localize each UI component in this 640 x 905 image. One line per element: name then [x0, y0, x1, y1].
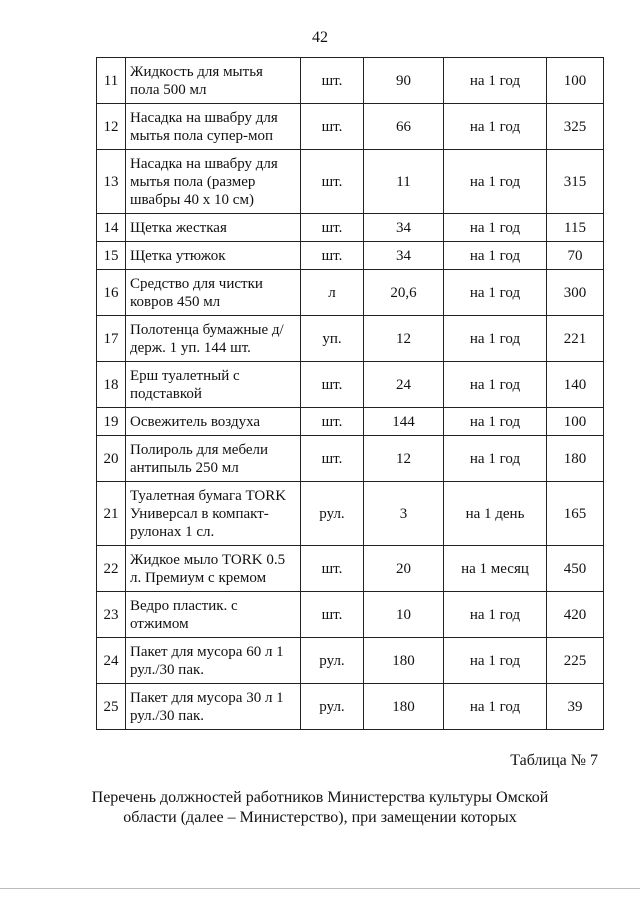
item-price: 221: [547, 316, 604, 362]
item-unit: уп.: [301, 316, 364, 362]
table-row: [97, 150, 604, 214]
row-number: 17: [97, 316, 126, 362]
table-row: [97, 270, 604, 316]
row-number: 18: [97, 362, 126, 408]
section-heading: [0, 788, 640, 828]
item-quantity: 66: [364, 104, 444, 150]
item-unit: рул.: [301, 482, 364, 546]
table-row: [97, 104, 604, 150]
page-number: 42: [312, 29, 328, 46]
item-price: 315: [547, 150, 604, 214]
item-period: на 1 год: [444, 242, 547, 270]
table-row: [97, 214, 604, 242]
row-number: 14: [97, 214, 126, 242]
item-name: Насадка на швабру для мытья пола супер-моп: [126, 104, 301, 150]
item-quantity: 11: [364, 150, 444, 214]
item-quantity: 144: [364, 408, 444, 436]
item-quantity: 12: [364, 436, 444, 482]
item-quantity: 34: [364, 242, 444, 270]
item-name: Полироль для мебели антипыль 250 мл: [126, 436, 301, 482]
item-price: 300: [547, 270, 604, 316]
item-quantity: 24: [364, 362, 444, 408]
item-unit: рул.: [301, 638, 364, 684]
row-number: 11: [97, 58, 126, 104]
table-row: [97, 362, 604, 408]
row-number: 25: [97, 684, 126, 730]
item-quantity: 20,6: [364, 270, 444, 316]
row-number: 20: [97, 436, 126, 482]
item-period: на 1 день: [444, 482, 547, 546]
item-period: на 1 год: [444, 592, 547, 638]
item-price: 325: [547, 104, 604, 150]
item-name: Пакет для мусора 30 л 1 рул./30 пак.: [126, 684, 301, 730]
item-unit: рул.: [301, 684, 364, 730]
item-price: 420: [547, 592, 604, 638]
item-name: Щетка жесткая: [126, 214, 301, 242]
item-period: на 1 год: [444, 58, 547, 104]
item-price: 180: [547, 436, 604, 482]
item-price: 100: [547, 58, 604, 104]
table-row: [97, 316, 604, 362]
item-period: на 1 год: [444, 362, 547, 408]
item-name: Жидкое мыло TORK 0.5 л. Премиум с кремом: [126, 546, 301, 592]
item-price: 100: [547, 408, 604, 436]
item-quantity: 20: [364, 546, 444, 592]
row-number: 19: [97, 408, 126, 436]
table-row: [97, 408, 604, 436]
item-quantity: 12: [364, 316, 444, 362]
item-period: на 1 год: [444, 436, 547, 482]
item-name: Ведро пластик. с отжимом: [126, 592, 301, 638]
item-period: на 1 год: [444, 316, 547, 362]
table-row: [97, 546, 604, 592]
table-row: [97, 242, 604, 270]
table-row: [97, 638, 604, 684]
item-name: Полотенца бумажные д/держ. 1 уп. 144 шт.: [126, 316, 301, 362]
row-number: 15: [97, 242, 126, 270]
table-caption: Таблица № 7: [510, 752, 598, 769]
item-name: Насадка на швабру для мытья пола (размер швабры 40 х 10 см): [126, 150, 301, 214]
item-name: Средство для чистки ковров 450 мл: [126, 270, 301, 316]
supplies-table: [96, 57, 604, 730]
item-quantity: 180: [364, 684, 444, 730]
row-number: 12: [97, 104, 126, 150]
heading-line-1: Перечень должностей работников Министерства культуры Омской: [91, 789, 549, 806]
item-period: на 1 год: [444, 638, 547, 684]
item-unit: шт.: [301, 546, 364, 592]
item-price: 165: [547, 482, 604, 546]
item-unit: шт.: [301, 362, 364, 408]
item-period: на 1 год: [444, 214, 547, 242]
item-unit: шт.: [301, 242, 364, 270]
row-number: 13: [97, 150, 126, 214]
item-quantity: 3: [364, 482, 444, 546]
item-name: Щетка утюжок: [126, 242, 301, 270]
item-price: 115: [547, 214, 604, 242]
item-price: 140: [547, 362, 604, 408]
heading-line-2: области (далее – Министерство), при замещении которых: [123, 809, 517, 826]
row-number: 23: [97, 592, 126, 638]
table-row: [97, 482, 604, 546]
item-name: Жидкость для мытья пола 500 мл: [126, 58, 301, 104]
item-unit: шт.: [301, 104, 364, 150]
item-unit: шт.: [301, 214, 364, 242]
item-name: Ерш туалетный с подставкой: [126, 362, 301, 408]
item-unit: шт.: [301, 436, 364, 482]
item-unit: шт.: [301, 408, 364, 436]
item-unit: шт.: [301, 58, 364, 104]
table-row: [97, 684, 604, 730]
item-name: Освежитель воздуха: [126, 408, 301, 436]
row-number: 16: [97, 270, 126, 316]
table-row: [97, 436, 604, 482]
item-name: Пакет для мусора 60 л 1 рул./30 пак.: [126, 638, 301, 684]
item-price: 225: [547, 638, 604, 684]
item-period: на 1 месяц: [444, 546, 547, 592]
item-name: Туалетная бумага TORK Универсал в компакт-рулонах 1 сл.: [126, 482, 301, 546]
table-row: [97, 58, 604, 104]
item-quantity: 180: [364, 638, 444, 684]
item-quantity: 34: [364, 214, 444, 242]
item-unit: шт.: [301, 150, 364, 214]
item-unit: шт.: [301, 592, 364, 638]
item-price: 450: [547, 546, 604, 592]
item-period: на 1 год: [444, 684, 547, 730]
row-number: 21: [97, 482, 126, 546]
item-period: на 1 год: [444, 270, 547, 316]
item-quantity: 10: [364, 592, 444, 638]
table-row: [97, 592, 604, 638]
item-unit: л: [301, 270, 364, 316]
item-period: на 1 год: [444, 150, 547, 214]
item-period: на 1 год: [444, 408, 547, 436]
item-price: 70: [547, 242, 604, 270]
item-period: на 1 год: [444, 104, 547, 150]
row-number: 22: [97, 546, 126, 592]
row-number: 24: [97, 638, 126, 684]
page-bottom-rule: [0, 888, 640, 889]
item-price: 39: [547, 684, 604, 730]
item-quantity: 90: [364, 58, 444, 104]
